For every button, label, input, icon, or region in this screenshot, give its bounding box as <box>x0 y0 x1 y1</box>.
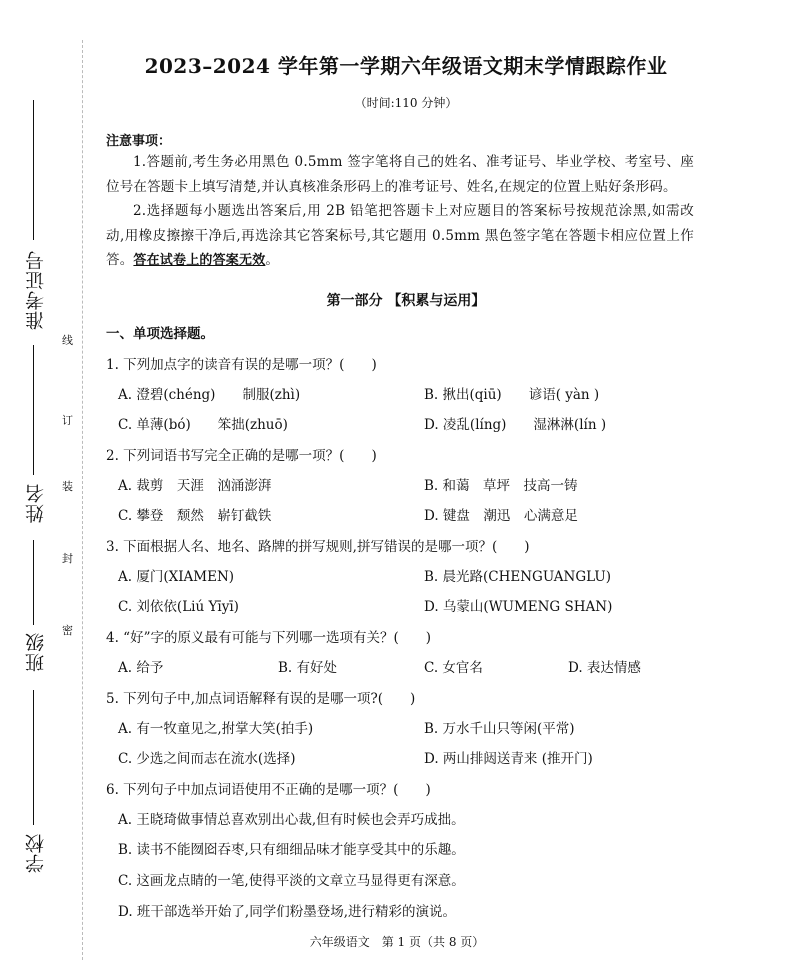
question-5-option-b: B. 万水千山只等闲(平常) <box>424 721 575 737</box>
question-5-stem: 5. 下列句子中,加点词语解释有误的是哪一项?( ) <box>106 691 416 707</box>
question-5-option-d: D. 两山排闼送青来 (推开门) <box>424 751 593 767</box>
class-label: 班级 <box>25 632 47 672</box>
question-1-option-a: A. 澄碧(chéng) 制服(zhì) <box>118 387 301 403</box>
notice-paragraph-1: 1.答题前,考生务必用黑色 0.5mm 签字笔将自己的姓名、准考证号、毕业学校、考室号、座位号在答题卡上填写清楚,并认真核准条形码上的准考证号、姓名,在规定的位置上贴好条形码。 <box>106 154 694 195</box>
school-line <box>33 690 34 825</box>
question-2-option-d: D. 键盘 潮迅 心满意足 <box>424 508 578 524</box>
question-1-option-c: C. 单薄(bó) 笨拙(zhuō) <box>118 417 288 433</box>
notice-invalid-answers: 答在试卷上的答案无效 <box>133 253 266 268</box>
exam-number-label: 准考证号 <box>25 250 47 330</box>
question-6-option-a: A. 王晓琦做事情总喜欢别出心裁,但有时候也会弄巧成拙。 <box>118 812 465 828</box>
question-6-option-b: B. 读书不能囫囵吞枣,只有细细品味才能享受其中的乐趣。 <box>118 842 465 858</box>
name-label: 姓名 <box>25 483 47 523</box>
question-4-option-b: B. 有好处 <box>278 660 338 676</box>
name-line <box>33 345 34 475</box>
binding-mark-secret: 密 <box>62 624 73 637</box>
binding-mark-order: 订 <box>62 414 73 427</box>
class-line <box>33 540 34 625</box>
question-2-option-b: B. 和蔼 草坪 技高一铸 <box>424 478 578 494</box>
question-1-stem: 1. 下列加点字的读音有误的是哪一项？( ) <box>106 357 377 373</box>
section-title: 一、单项选择题。 <box>106 326 214 342</box>
exam-duration: （时间:110 分钟） <box>354 96 458 110</box>
question-6-option-c: C. 这画龙点睛的一笔,使得平淡的文章立马显得更有深意。 <box>118 873 465 889</box>
binding-mark-bind: 装 <box>62 480 73 493</box>
fold-line <box>82 40 83 960</box>
exam-number-line <box>33 100 34 240</box>
exam-title: 2023–2024 学年第一学期六年级语文期末学情跟踪作业 <box>144 54 668 78</box>
page-footer: 六年级语文 第 1 页（共 8 页） <box>309 935 485 949</box>
notice-paragraph-2-end: 。 <box>265 252 280 268</box>
question-6-stem: 6. 下列句子中加点词语使用不正确的是哪一项？( ) <box>106 782 431 798</box>
question-2-option-c: C. 攀登 颓然 崭钉截铁 <box>118 508 272 524</box>
question-4-option-c: C. 女官名 <box>424 660 483 676</box>
binding-mark-seal: 封 <box>62 552 73 565</box>
question-4-option-d: D. 表达情感 <box>568 660 641 676</box>
question-4-option-a: A. 给予 <box>118 660 164 676</box>
part-title: 第一部分 【积累与运用】 <box>326 293 486 309</box>
school-label: 学校 <box>25 833 47 873</box>
question-2-stem: 2. 下列词语书写完全正确的是哪一项？( ) <box>106 448 377 464</box>
binding-mark-line: 线 <box>62 334 73 347</box>
question-5-option-c: C. 少选之间而志在流水(选择) <box>118 751 296 767</box>
question-4-stem: 4. “好”字的原义最有可能与下列哪一选项有关？( ) <box>106 630 432 646</box>
question-5-option-a: A. 有一牧童见之,拊掌大笑(拍手) <box>118 721 314 737</box>
question-1-option-b: B. 揪出(qiū) 谚语( yàn ) <box>424 387 600 403</box>
question-3-option-b: B. 晨光路(CHENGUANGLU) <box>424 569 612 585</box>
question-1-option-d: D. 凌乱(líng) 湿淋淋(lín ) <box>424 417 607 433</box>
question-3-option-c: C. 刘依依(Liú Yīyī) <box>118 599 239 615</box>
question-3-option-a: A. 厦门(XIAMEN) <box>118 569 235 585</box>
notice-heading: 注意事项： <box>106 134 172 149</box>
question-6-option-d: D. 班干部选举开始了,同学们粉墨登场,进行精彩的演说。 <box>118 904 457 920</box>
question-3-option-d: D. 乌蒙山(WUMENG SHAN) <box>424 599 613 615</box>
notice-paragraph-2-text: 2.选择题每小题选出答案后,用 2B 铅笔把答题卡上对应题目的答案标号按规范涂黑,如需改动,用橡皮擦擦干净后,再选涂其它答案标号,其它题用 0.5mm 黑色签字笔在答题卡相应位置上作答。 <box>106 203 694 268</box>
notice-paragraph-2 <box>106 199 694 274</box>
question-2-option-a: A. 裁剪 天涯 汹涌澎湃 <box>118 478 272 494</box>
question-3-stem: 3. 下面根据人名、地名、路牌的拼写规则,拼写错误的是哪一项？( ) <box>106 539 530 555</box>
